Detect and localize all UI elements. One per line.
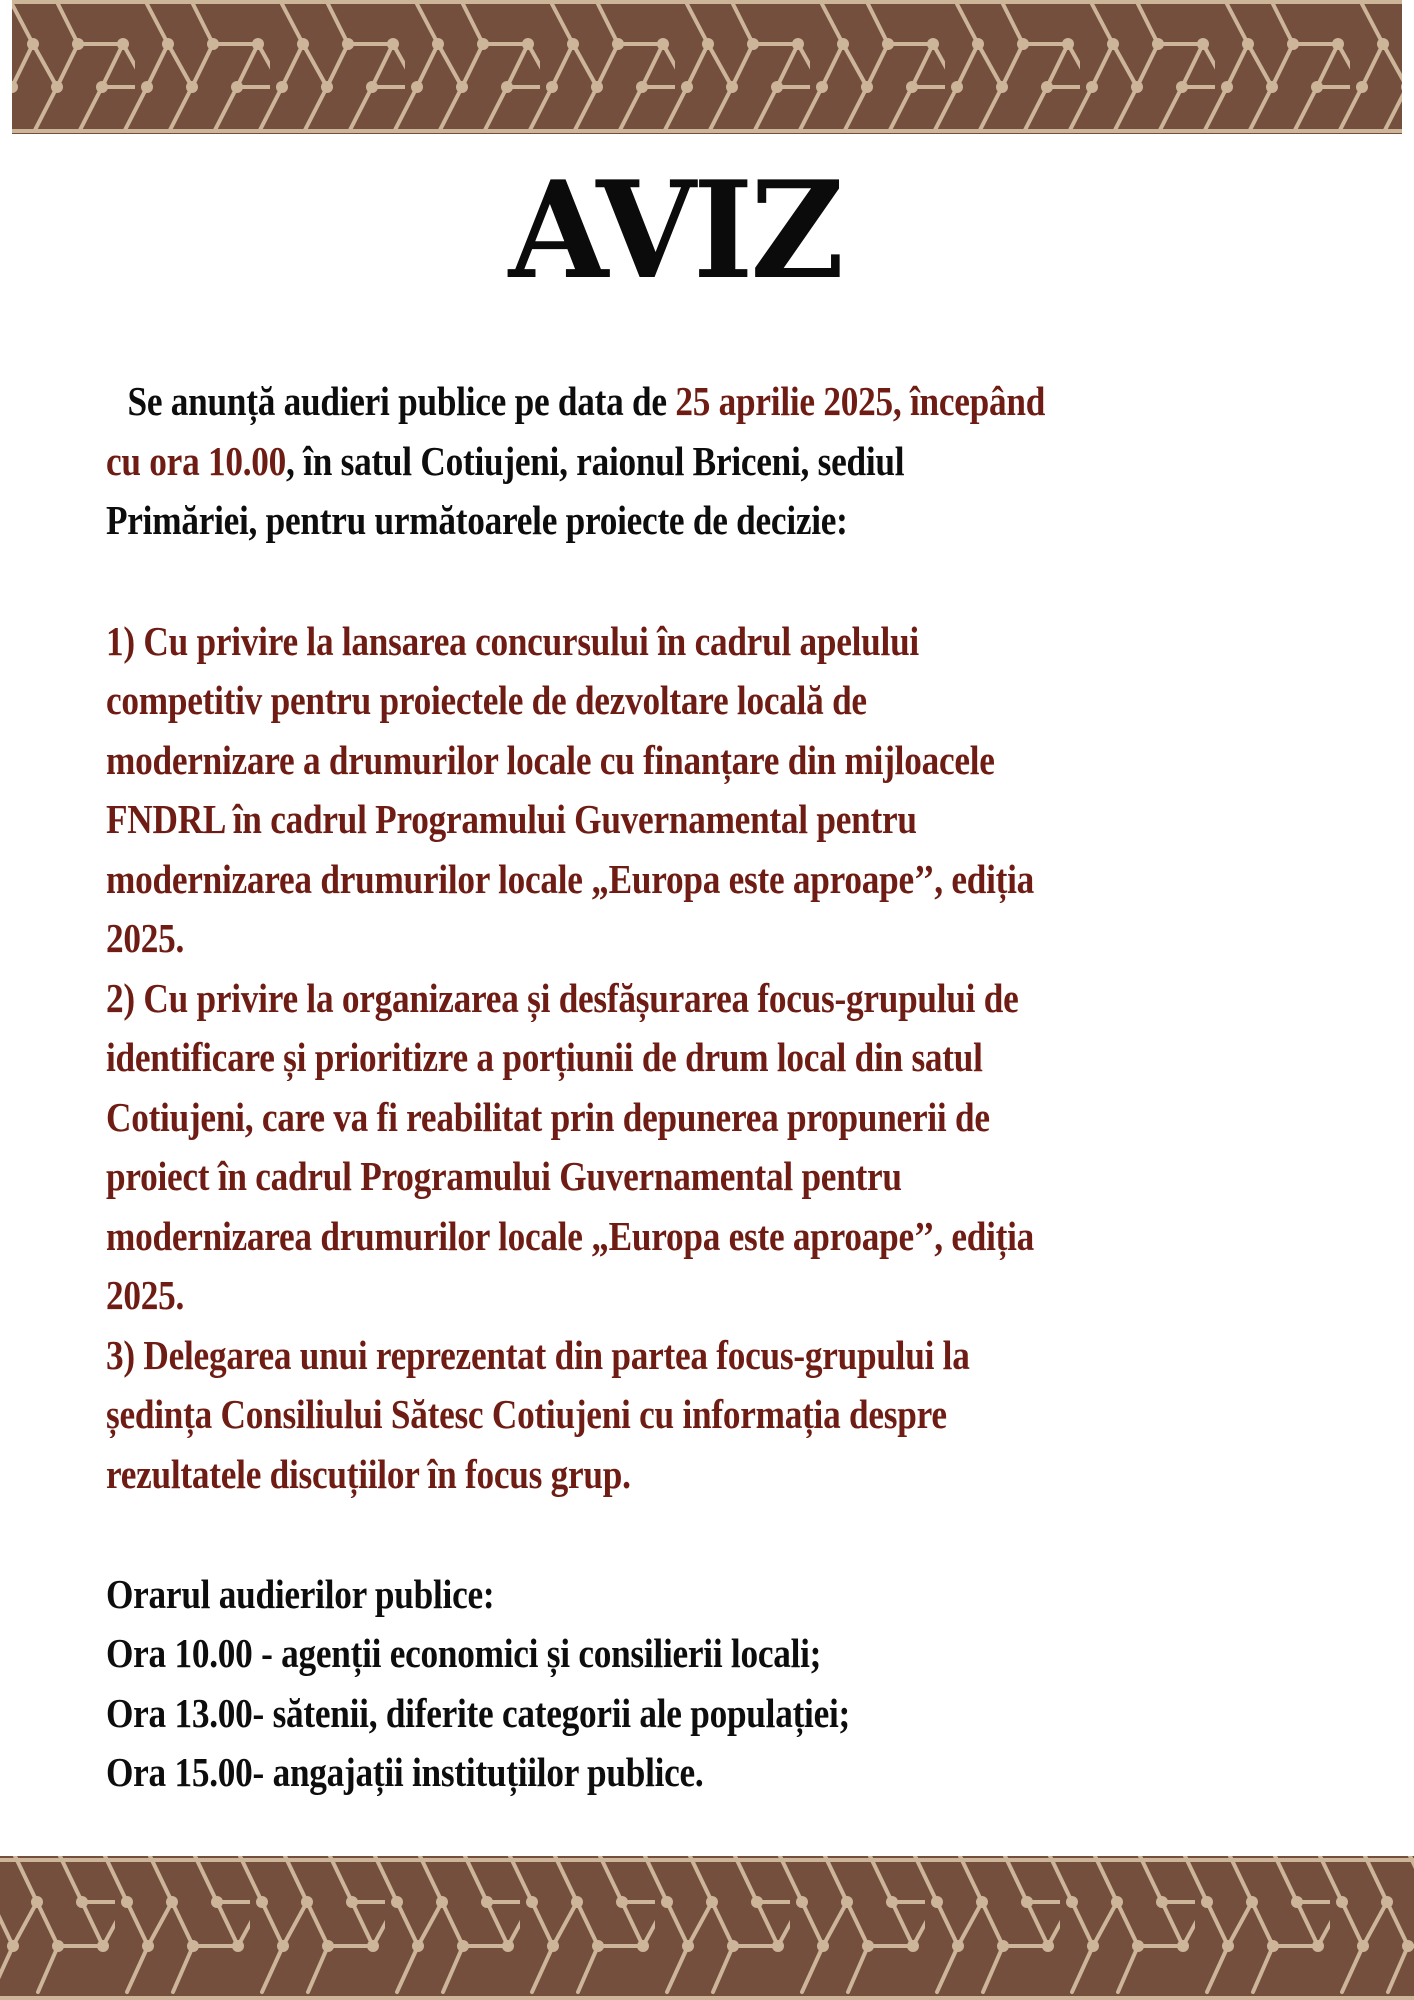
item-line: rezultatele discuțiilor în focus grup. — [106, 1451, 631, 1497]
intro-text: , în satul Cotiujeni, raionul Briceni, sediul — [286, 438, 905, 484]
intro-line-3: Primăriei, pentru următoarele proiecte de decizie: — [106, 497, 848, 543]
top-decorative-band — [0, 0, 1414, 134]
item-line: 2) Cu privire la organizarea și desfășurarea focus-grupului de — [106, 975, 1019, 1021]
item-line: modernizare a drumurilor locale cu finanțare din mijloacele — [106, 737, 995, 783]
schedule-heading: Orarul audierilor publice: — [106, 1571, 495, 1617]
geometric-pattern-bottom — [0, 1856, 1414, 2000]
intro-time-highlight: cu ora 10.00 — [106, 438, 287, 484]
intro-line-2 — [106, 432, 904, 491]
item-line: 2025. — [106, 1272, 185, 1318]
item-line: 3) Delegarea unui reprezentat din partea focus-grupului la — [106, 1332, 970, 1378]
item-line: proiect în cadrul Programului Guvernamental pentru — [106, 1153, 902, 1199]
intro-line-1 — [106, 372, 1045, 431]
item-line: 2025. — [106, 915, 185, 961]
item-line: ședința Consiliului Sătesc Cotiujeni cu informația despre — [106, 1391, 947, 1437]
schedule-entry: Ora 13.00- sătenii, diferite categorii ale populației; — [106, 1690, 851, 1736]
geometric-pattern-top — [0, 0, 1414, 134]
bottom-decorative-band — [0, 1856, 1414, 2000]
schedule-entry: Ora 15.00- angajații instituțiilor publice. — [106, 1749, 704, 1795]
item-line: 1) Cu privire la lansarea concursului în cadrul apelului — [106, 618, 919, 664]
item-line: modernizarea drumurilor locale „Europa este aproape’’, ediția — [106, 856, 1035, 902]
schedule-entry: Ora 10.00 - agenții economici și consilierii locali; — [106, 1630, 822, 1676]
intro-date-highlight: 25 aprilie 2025, începând — [675, 378, 1046, 424]
item-line: identificare și prioritizre a porțiunii de drum local din satul — [106, 1034, 983, 1080]
intro-text: Se anunță audieri publice pe data de — [127, 378, 676, 424]
page-title: AVIZ — [508, 151, 842, 309]
item-line: competitiv pentru proiectele de dezvoltare locală de — [106, 677, 867, 723]
item-line: modernizarea drumurilor locale „Europa este aproape’’, ediția — [106, 1213, 1035, 1259]
item-line: Cotiujeni, care va fi reabilitat prin depunerea propunerii de — [106, 1094, 990, 1140]
item-line: FNDRL în cadrul Programului Guvernamental pentru — [106, 796, 917, 842]
